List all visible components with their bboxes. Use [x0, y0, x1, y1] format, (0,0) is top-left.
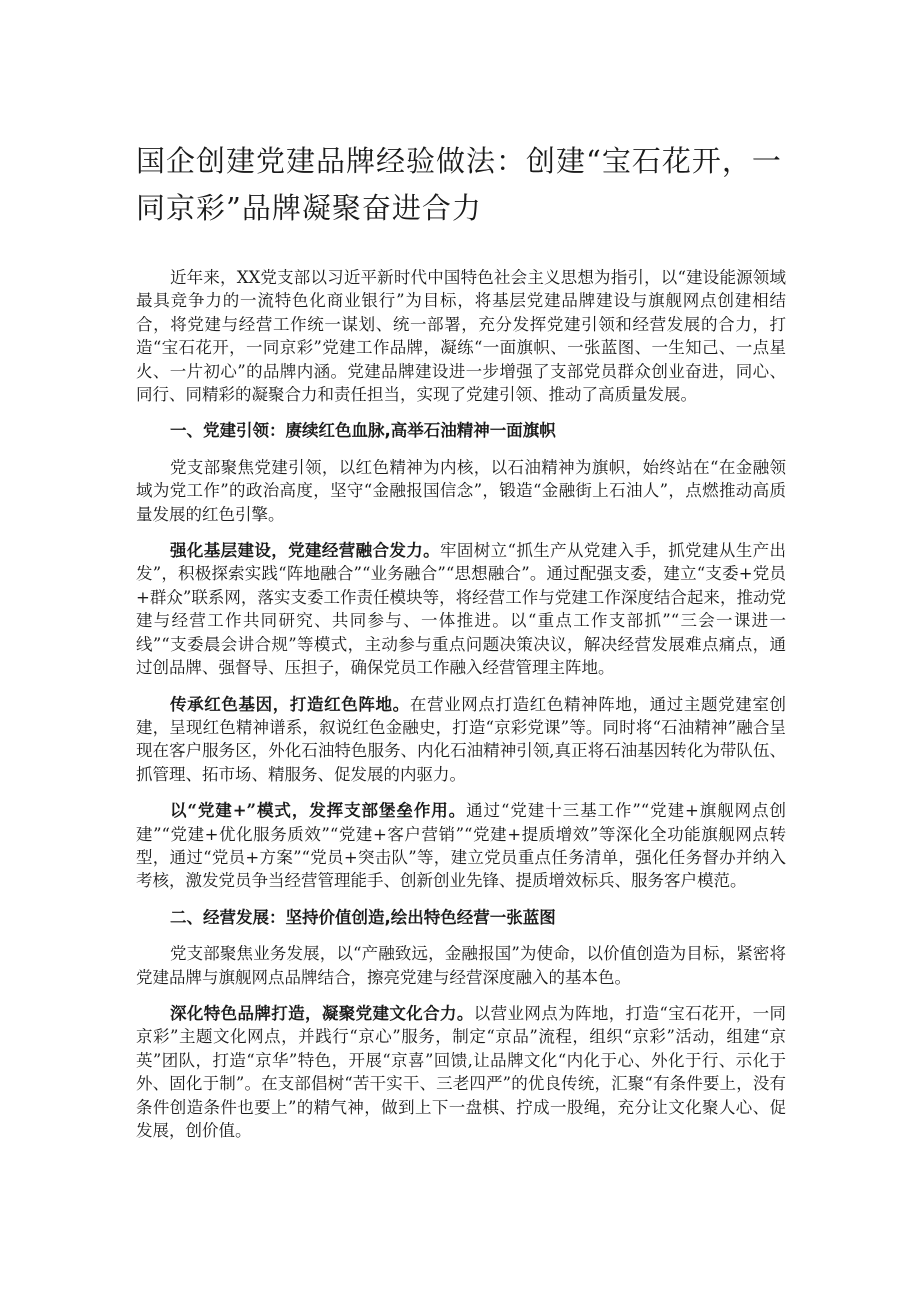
section-1-item-3: [136, 799, 786, 893]
item-text: 通过“党建十三基工作”“党建+旗舰网点创建”“党建+优化服务质效”“党建+客户营销”“党建+提质增效”等深化全功能旗舰网点转型，通过“党员+方案”“党员+突击队”等，建立党员重点任务清单，强化任务督办并纳入考核，激发党员争当经营管理能手、创新创业先锋、提质增效标兵、服务客户模范。: [136, 801, 786, 891]
intro-paragraph: 近年来，XX党支部以习近平新时代中国特色社会主义思想为指引，以“建设能源领域最具竞争力的一流特色化商业银行”为目标，将基层党建品牌建设与旗舰网点创建相结合，将党建与经营工作统一谋划、统一部署，充分发挥党建引领和经营发展的合力，打造“宝石花开，一同京彩”党建工作品牌，凝练“一面旗帜、一张蓝图、一生知己、一点星火、一片初心”的品牌内涵。党建品牌建设进一步增强了支部党员群众创业奋进，同心、同行、同精彩的凝聚合力和责任担当，实现了党建引领、推动了高质量发展。: [136, 268, 786, 405]
section-2-intro: 党支部聚焦业务发展，以“产融致远，金融报国”为使命，以价值创造为目标，紧密将党建品牌与旗舰网点品牌结合，擦亮党建与经营深度融入的基本色。: [136, 944, 786, 987]
item-lead: 以“党建+”模式，发挥支部堡垒作用。: [170, 801, 467, 821]
document-title: 国企创建党建品牌经验做法：创建“宝石花开，一同京彩”品牌凝聚奋进合力: [136, 144, 782, 225]
item-lead: 强化基层建设，党建经营融合发力。: [170, 541, 441, 561]
item-text: 牢固树立“抓生产从党建入手，抓党建从生产出发”，积极探索实践“阵地融合”“业务融合”“思想融合”。通过配强支委，建立“支委+党员+群众”联系网，落实支委工作责任模块等，将经营工作与党建工作深度结合起来，推动党建与经营工作共同研究、共同参与、一体推进。以“重点工作支部抓”“三会一课进一线”“支委晨会讲合规”等模式，主动参与重点问题决策决议，解决经营发展难点痛点，通过创品牌、强督导、压担子，确保党员工作融入经营管理主阵地。: [136, 541, 787, 678]
section-1-intro: 党支部聚焦党建引领，以红色精神为内核，以石油精神为旗帜，始终站在“在金融领域为党工作”的政治高度，坚守“金融报国信念”，锻造“金融街上石油人”，点燃推动高质量发展的红色引擎。: [136, 457, 786, 524]
section-2-item-1: [136, 1002, 786, 1142]
section-2-heading: 二、经营发展：坚持价值创造,绘出特色经营一张蓝图: [170, 907, 556, 927]
document-page: [136, 138, 786, 1155]
section-1-item-1: [136, 539, 786, 679]
item-lead: 传承红色基因，打造红色阵地。: [170, 694, 410, 714]
item-text: 以营业网点为阵地，打造“宝石花开，一同京彩”主题文化网点，并践行“京心”服务，制定“京品”流程，组织“京彩”活动，组建“京英”团队，打造“京华”特色，开展“京喜”回馈,让品牌文化“内化于心、外化于行、示化于外、固化于制”。在支部倡树“苦干实干、三老四严”的优良传统，汇聚“有条件要上，没有条件创造条件也要上”的精气神，做到上下一盘棋、拧成一股绳，充分让文化聚人心、促发展，创价值。: [136, 1003, 786, 1140]
section-1-heading: 一、党建引领：赓续红色血脉,高举石油精神一面旗帜: [170, 421, 556, 441]
section-1-item-2: [136, 693, 786, 787]
item-lead: 深化特色品牌打造，凝聚党建文化合力。: [170, 1003, 474, 1023]
item-text: 在营业网点打造红色精神阵地，通过主题党建室创建，呈现红色精神谱系，叙说红色金融史，打造“京彩党课”等。同时将“石油精神”融合呈现在客户服务区，外化石油特色服务、内化石油精神引领,真正将石油基因转化为带队伍、抓管理、拓市场、精服务、促发展的内驱力。: [136, 694, 787, 784]
